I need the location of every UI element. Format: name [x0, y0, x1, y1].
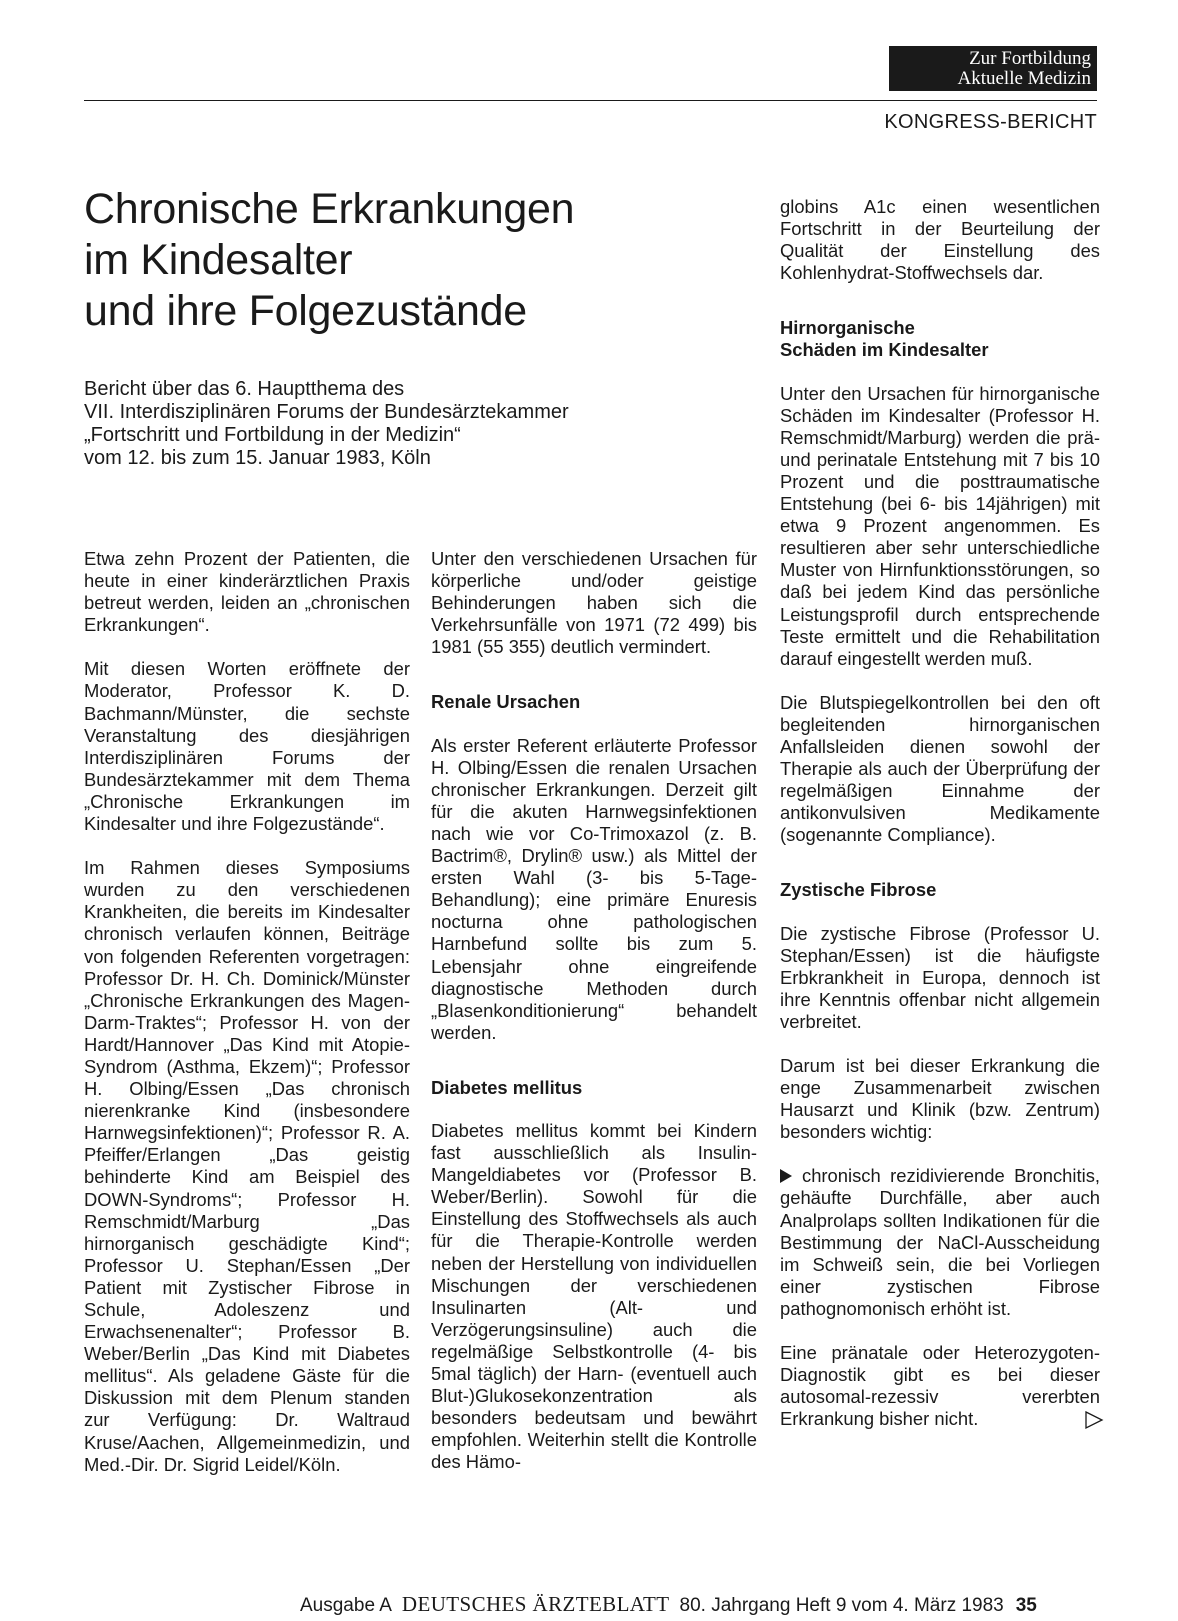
- page-footer: [300, 1592, 1100, 1617]
- title-line-1: Chronische Erkrankungen: [84, 185, 575, 233]
- paragraph: Die Blutspiegelkontrollen bei den oft begleitenden hirnorganischen Anfallsleiden dienen sowohl der Therapie als auch der Überprüfung der regelmäßigen Einnahme der antikonvulsiven Medikamente (sogenannte Compliance).: [780, 691, 1100, 846]
- article-title: [84, 184, 724, 337]
- section-kicker: KONGRESS-BERICHT: [884, 111, 1097, 133]
- title-line-2: im Kindesalter: [84, 236, 353, 284]
- section-tag-line-2: Aktuelle Medizin: [957, 68, 1091, 89]
- section-heading-renale-ursachen: Renale Ursachen: [431, 691, 581, 713]
- heading-line-1: Hirnorganische: [780, 317, 915, 339]
- column-3: [780, 196, 1100, 1430]
- subtitle-line-3: „Fortschritt und Fortbildung in der Medizin“: [84, 424, 461, 446]
- section-heading-diabetes-mellitus: Diabetes mellitus: [431, 1076, 583, 1098]
- footer-page-number: 35: [1015, 1595, 1037, 1616]
- subtitle-line-1: Bericht über das 6. Hauptthema des: [84, 378, 405, 400]
- footer-journal: DEUTSCHES ÄRZTEBLATT: [401, 1592, 670, 1616]
- paragraph: Diabetes mellitus kommt bei Kindern fast ausschließlich als Insulin-Mangeldiabetes vor (Professor B. Weber/Berlin). Sowohl für die Einstellung des Stoffwechsels als auch für die Therapie-Kontrolle werden neben der Herstellung von individuellen Mischungen der verschiedenen Insulinarten (Alt- und Verzögerungsinsuline) auch die regelmäßige Selbstkontrolle (4- bis 5mal täglich) der Harn- (eventuell auch Blut-)Glukosekonzentration als besonders bedeutsam und bewährt empfohlen. Weiterhin stellt die Kontrolle des Hämo-: [431, 1119, 757, 1473]
- column-1: [84, 548, 410, 1476]
- column-2: [431, 548, 757, 1473]
- footer-edition: Ausgabe A: [300, 1595, 392, 1616]
- section-tag: [889, 46, 1097, 91]
- heading-line-2: Schäden im Kindesalter: [780, 339, 989, 361]
- paragraph-text: Eine pränatale oder Heterozygoten-Diagnostik gibt es bei dieser autosomal-rezessiv vererbten Erkrankung bisher nicht.: [780, 1342, 1100, 1430]
- header-rule: [84, 100, 1097, 101]
- article-subtitle: [84, 378, 724, 470]
- paragraph: globins A1c einen wesentlichen Fortschritt in der Beurteilung der Qualität der Einstellung des Kohlenhydrat-Stoffwechsels dar.: [780, 196, 1100, 284]
- section-heading-hirnorganische-schaeden: [780, 317, 1100, 361]
- paragraph-last: [780, 1342, 1100, 1430]
- triangle-bullet-icon: [780, 1169, 792, 1183]
- subtitle-line-2: VII. Interdisziplinären Forums der Bundesärztekammer: [84, 401, 569, 423]
- paragraph: Darum ist bei dieser Erkrankung die enge Zusammenarbeit zwischen Hausarzt und Klinik (bzw. Zentrum) besonders wichtig:: [780, 1055, 1100, 1143]
- footer-issue: 80. Jahrgang Heft 9 vom 4. März 1983: [679, 1595, 1004, 1616]
- paragraph: Mit diesen Worten eröffnete der Moderator, Professor K. D. Bachmann/Münster, die sechste Veranstaltung des diesjährigen Interdisziplinären Forums der Bundesärztekammer mit dem Thema „Chronische Erkrankungen im Kindesalter und ihre Folgezustände“.: [84, 658, 410, 835]
- section-heading-zystische-fibrose: Zystische Fibrose: [780, 879, 937, 901]
- paragraph: Unter den Ursachen für hirnorganische Schäden im Kindesalter (Professor H. Remschmidt/Marburg) werden die prä- und perinatale Entstehung mit 7 bis 10 Prozent und die posttraumatische Entstehung (bei 6- bis 14jährigen) mit etwa 9 Prozent angenommen. Es resultieren aber sehr unterschiedliche Muster von Hirnfunktionsstörungen, so daß bei jedem Kind das persönliche Leistungsprofil durch entsprechende Teste ermittelt und die Rehabilitation darauf eingestellt werden muß.: [780, 382, 1100, 669]
- paragraph: Etwa zehn Prozent der Patienten, die heute in einer kinderärztlichen Praxis betreut werden, leiden an „chronischen Erkrankungen“.: [84, 548, 410, 636]
- paragraph: Die zystische Fibrose (Professor U. Stephan/Essen) ist die häufigste Erbkrankheit in Europa, dennoch ist ihre Kenntnis offenbar nicht allgemein verbreitet.: [780, 922, 1100, 1032]
- bullet-text: chronisch rezidivierende Bronchitis, gehäufte Durchfälle, aber auch Analprolaps sollten Indikationen für die Bestimmung der NaCl-Ausscheidung im Schweiß sein, die bei Vorliegen einer zystischen Fibrose pathognomonisch erhöht ist.: [780, 1165, 1100, 1319]
- paragraph: Als erster Referent erläuterte Professor H. Olbing/Essen die renalen Ursachen chronischer Erkrankungen. Derzeit gilt für die akuten Harnwegsinfektionen nach wie vor Co-Trimoxazol (z. B. Bactrim®, Drylin® usw.) als Mittel der ersten Wahl (3- bis 5-Tage-Behandlung); eine primäre Enuresis nocturna ohne pathologischen Harnbefund sollte bis zum 5. Lebensjahr ohne eingreifende diagnostische Methoden durch „Blasenkonditionierung“ behandelt werden.: [431, 734, 757, 1043]
- paragraph: Unter den verschiedenen Ursachen für körperliche und/oder geistige Behinderungen haben sich die Verkehrsunfälle von 1971 (72 499) bis 1981 (55 355) deutlich vermindert.: [431, 548, 757, 658]
- paragraph: Im Rahmen dieses Symposiums wurden zu den verschiedenen Krankheiten, die bereits im Kindesalter chronisch verlaufen können, Beiträge von folgenden Referenten vorgetragen: Professor Dr. H. Ch. Dominick/Münster „Chronische Erkrankungen des Magen-Darm-Traktes“; Professor H. von der Hardt/Hannover „Das Kind mit Atopie-Syndrom (Asthma, Ekzem)“; Professor H. Olbing/Essen „Das chronisch nierenkranke Kind (insbesondere Harnwegsinfektionen)“; Professor R. A. Pfeiffer/Erlangen „Das geistig behinderte Kind am Beispiel des DOWN-Syndroms“; Professor H. Remschmidt/Marburg „Das hirnorganisch geschädigte Kind“; Professor U. Stephan/Essen „Der Patient mit Zystischer Fibrose in Schule, Adoleszenz und Erwachsenenalter“; Professor B. Weber/Berlin „Das Kind mit Diabetes mellitus“. Als geladene Gäste für die Diskussion mit dem Plenum standen zur Verfügung: Dr. Waltraud Kruse/Aachen, Allgemeinmedizin, und Med.-Dir. Dr. Sigrid Leidel/Köln.: [84, 857, 410, 1475]
- continued-arrow-icon: [1084, 1410, 1100, 1428]
- subtitle-line-4: vom 12. bis zum 15. Januar 1983, Köln: [84, 447, 431, 469]
- title-line-3: und ihre Folgezustände: [84, 287, 527, 335]
- section-tag-line-1: Zur Fortbildung: [969, 48, 1091, 69]
- bullet-paragraph: [780, 1165, 1100, 1320]
